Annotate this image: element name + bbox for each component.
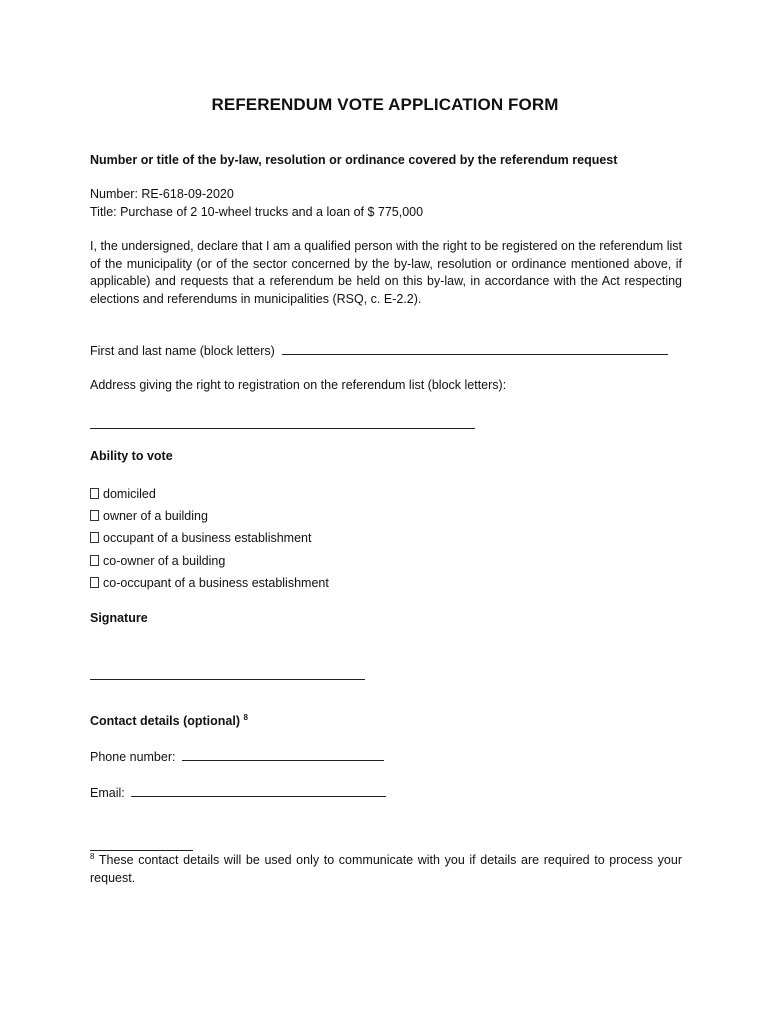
name-label: First and last name (block letters)	[90, 344, 275, 358]
form-title: REFERENDUM VOTE APPLICATION FORM	[211, 95, 559, 114]
ability-heading: Ability to vote	[90, 449, 173, 463]
address-input-line[interactable]	[90, 428, 475, 429]
address-label: Address giving the right to registration on the referendum list (block letters):	[90, 378, 507, 392]
checkbox-icon[interactable]	[90, 555, 99, 566]
bylaw-title: Title: Purchase of 2 10-wheel trucks and a loan of $ 775,000	[90, 205, 424, 219]
ability-option-owner[interactable]	[90, 508, 208, 525]
footnote-mark: 8	[90, 851, 95, 861]
ability-option-label: owner of a building	[103, 509, 208, 523]
ability-option-label: occupant of a business establishment	[103, 531, 312, 545]
name-input-line[interactable]	[282, 343, 668, 355]
email-field-row	[90, 785, 386, 802]
signature-line[interactable]	[90, 679, 365, 680]
ability-option-label: domiciled	[103, 487, 156, 501]
phone-label: Phone number:	[90, 750, 176, 764]
contact-heading: Contact details (optional)	[90, 714, 240, 728]
footnote	[90, 852, 682, 887]
ability-option-co-occupant[interactable]	[90, 575, 329, 592]
footnote-separator	[90, 850, 193, 851]
ability-option-label: co-owner of a building	[103, 554, 226, 568]
name-field-row	[90, 343, 668, 360]
checkbox-icon[interactable]	[90, 577, 99, 588]
checkbox-icon[interactable]	[90, 532, 99, 543]
phone-field-row	[90, 749, 384, 766]
ability-option-co-owner[interactable]	[90, 553, 225, 570]
declaration-paragraph: I, the undersigned, declare that I am a qualified person with the right to be registered on the referendum list of the municipality (or of the sector concerned by the by-law, resolution or ordinance mentioned above, if applicable) and requests that a referendum be held on this by-law, in accordance with the Act respecting elections and referendums in municipalities (RSQ, c. E-2.2).	[90, 239, 682, 306]
bylaw-heading: Number or title of the by-law, resolution or ordinance covered by the referendum request	[90, 153, 618, 167]
signature-heading: Signature	[90, 611, 148, 625]
contact-heading-row	[90, 713, 248, 730]
email-input-line[interactable]	[131, 785, 386, 797]
checkbox-icon[interactable]	[90, 510, 99, 521]
footnote-text: These contact details will be used only to communicate with you if details are required to process your request.	[90, 853, 682, 885]
ability-option-domiciled[interactable]	[90, 486, 156, 503]
ability-option-label: co-occupant of a business establishment	[103, 576, 329, 590]
phone-input-line[interactable]	[182, 749, 384, 761]
bylaw-number: Number: RE-618-09-2020	[90, 187, 234, 201]
ability-option-occupant[interactable]	[90, 530, 311, 547]
contact-footnote-ref: 8	[243, 712, 248, 722]
checkbox-icon[interactable]	[90, 488, 99, 499]
email-label: Email:	[90, 786, 125, 800]
